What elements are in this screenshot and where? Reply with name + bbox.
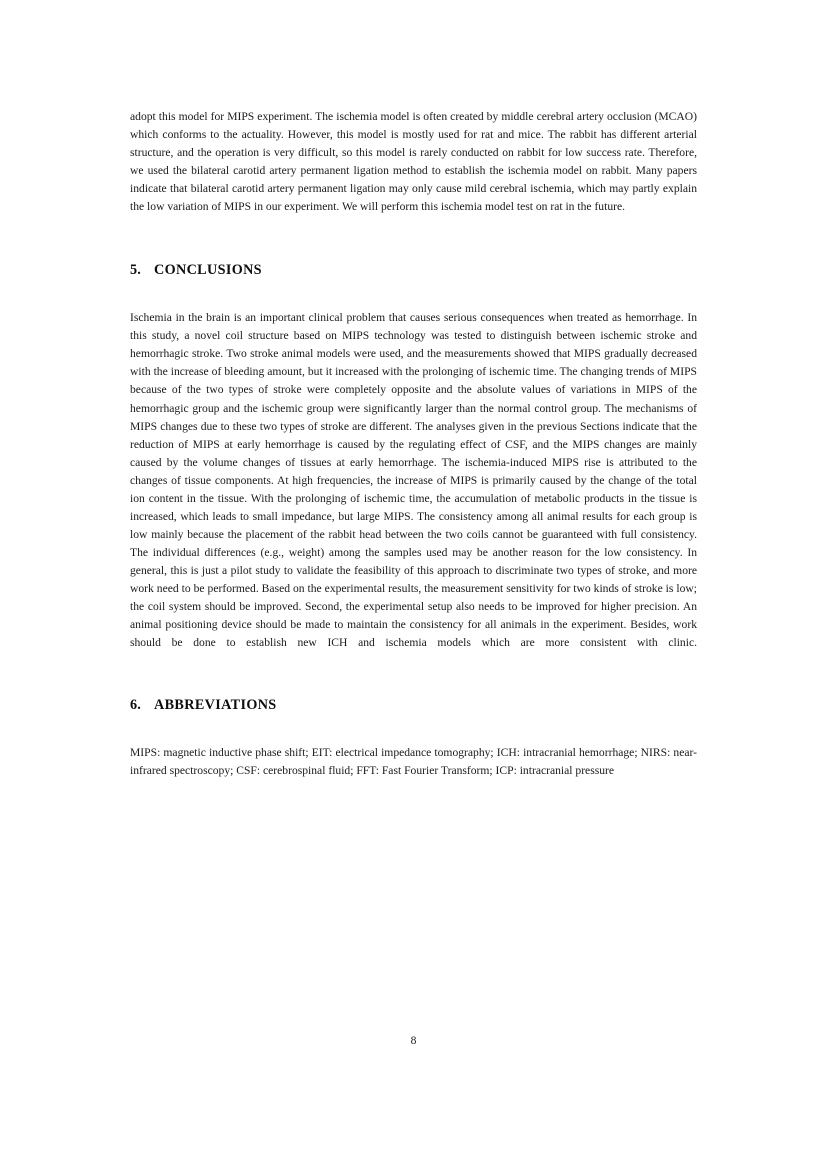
spacer-after-conclusions-heading <box>130 279 697 309</box>
spacer-after-abbreviations-heading <box>130 714 697 744</box>
section-number: 5. <box>130 262 141 279</box>
section-heading-abbreviations <box>130 696 697 714</box>
section-number: 6. <box>130 697 141 714</box>
section-title: ABBREVIATIONS <box>154 697 277 714</box>
section-title: CONCLUSIONS <box>154 262 262 279</box>
abbreviations-paragraph: MIPS: magnetic inductive phase shift; EIT: electrical impedance tomography; ICH: intracranial hemorrhage; NIRS: near-infrared spectroscopy; CSF: cerebrospinal fluid; FFT: Fast Fourier Transform; ICP: intracranial pressure <box>130 746 697 778</box>
spacer-before-abbreviations <box>130 652 697 696</box>
section-heading-conclusions <box>130 261 697 279</box>
spacer-before-conclusions <box>130 216 697 261</box>
conclusions-paragraph: Ischemia in the brain is an important clinical problem that causes serious consequences when treated as hemorrhage. In this study, a novel coil structure based on MIPS technology was tested to distinguish between ischemic stroke and hemorrhagic stroke. Two stroke animal models were used, and the measurements showed that MIPS gradually decreased with the increase of bleeding amount, but it increased with the prolonging of ischemic time. The changing trends of MIPS because of the two types of stroke were completely opposite and the absolute values of variations in MIPS of the hemorrhagic group and the ischemic group were significantly larger than the normal control group. The mechanisms of MIPS changes due to these two types of stroke are different. The analyses given in the previous Sections indicate that the reduction of MIPS at early hemorrhage is caused by the regulating effect of CSF, and the MIPS changes are mainly caused by the volume changes of tissues at early hemorrhage. The ischemia-induced MIPS rise is attributed to the changes of tissue components. At high frequencies, the increase of MIPS is primarily caused by the change of the total ion content in the tissue. With the prolonging of ischemic time, the accumulation of metabolic products in the tissue is increased, which leads to small impedance, but large MIPS. The consistency among all animal results for each group is low mainly because the placement of the rabbit head between the two coils cannot be guaranteed with full consistency. The individual differences (e.g., weight) among the samples used may be another reason for the low consistency. In general, this is just a pilot study to validate the feasibility of this approach to discriminate two types of stroke, and more work need to be performed. Based on the experimental results, the measurement sensitivity for two kinds of stroke is low; the coil system should be improved. Second, the experimental setup also needs to be improved for higher precision. An animal positioning device should be made to maintain the consistency for all animals in the experiment. Besides, work should be done to establish new ICH and ischemia models which are more consistent with clinic. <box>130 311 697 650</box>
page-number: 8 <box>410 1034 417 1047</box>
continued-paragraph: adopt this model for MIPS experiment. The ischemia model is often created by middle cerebral artery occlusion (MCAO) which conforms to the actuality. However, this model is mostly used for rat and mice. The rabbit has different arterial structure, and the operation is very difficult, so this model is rarely conducted on rabbit for low success rate. Therefore, we used the bilateral carotid artery permanent ligation method to establish the ischemia model on rabbit. Many papers indicate that bilateral carotid artery permanent ligation may only cause mild cerebral ischemia, which may partly explain the low variation of MIPS in our experiment. We will perform this ischemia model test on rat in the future. <box>130 110 697 214</box>
text-column <box>130 108 697 780</box>
